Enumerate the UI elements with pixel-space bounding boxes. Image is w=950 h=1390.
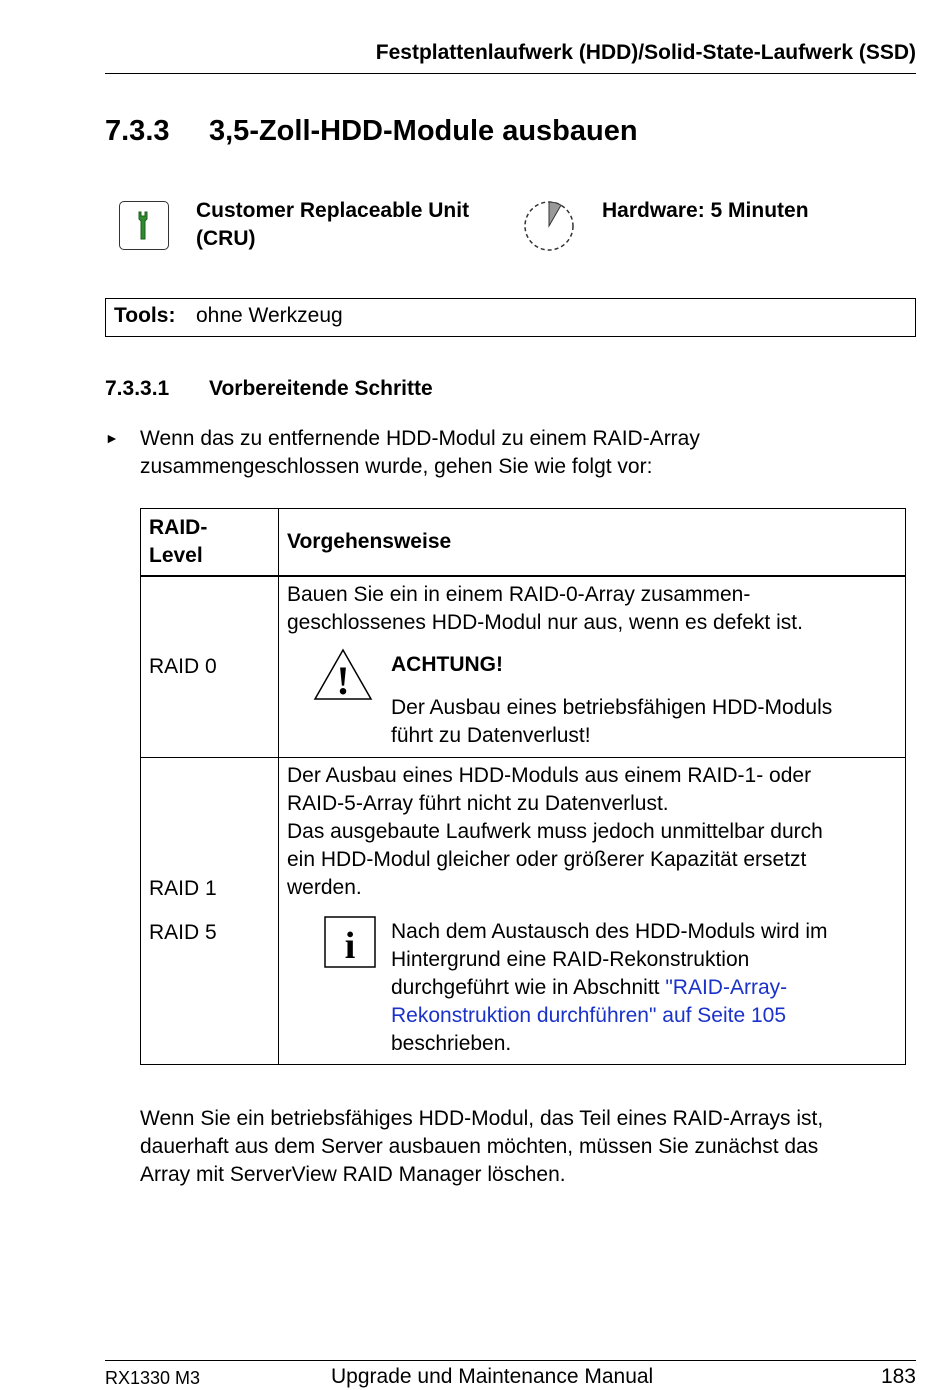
raid1-5-procedure-cell: Der Ausbau eines HDD-Moduls aus einem RAID-1- oder RAID-5-Array führt nicht zu Datenverlust. Das ausgebaute Laufwerk muss jedoch unmittelbar durch ein HDD-Modul gleicher oder größerer Kapazität ersetzt werden. i Nach dem Austausch des HDD-Moduls wird im Hintergrund eine RAID-Rekonstruktion durchgeführt wie in Abschnitt "RAID-Array- Rekonstruktion durchführen" auf Seite 105 beschrieben. xyxy=(279,758,906,1065)
warning-triangle-icon xyxy=(287,651,391,750)
footer-rule xyxy=(105,1360,916,1361)
footer-manual-title: Upgrade und Maintenance Manual xyxy=(331,1365,654,1388)
raid0-level-cell: RAID 0 xyxy=(141,576,279,758)
info-icon xyxy=(287,918,391,1058)
hardware-time-label: Hardware: 5 Minuten xyxy=(602,199,809,222)
subsection-number: 7.3.3.1 xyxy=(105,377,170,400)
table-header-row xyxy=(141,509,906,577)
section-title-text: 3,5-Zoll-HDD-Module ausbauen xyxy=(209,115,638,147)
subsection-title-text: Vorbereitende Schritte xyxy=(209,377,433,400)
tools-label: Tools: xyxy=(114,304,176,327)
info-note: i Nach dem Austausch des HDD-Moduls wird im Hintergrund eine RAID-Rekonstruktion durchgeführt wie in Abschnitt "RAID-Array- Rekonstruktion durchführen" auf Seite 105 beschrieben. xyxy=(287,918,897,1058)
cru-wrench-icon xyxy=(119,201,169,250)
section-title xyxy=(105,115,638,148)
warning-note: ! ACHTUNG! Der Ausbau eines betriebsfähigen HDD-Moduls führt zu Datenverlust! xyxy=(287,651,897,750)
table-row xyxy=(141,576,906,758)
bullet-text: Wenn das zu entfernende HDD-Modul zu einem RAID-Array zusammengeschlossen wurde, gehen Sie wie folgt vor: xyxy=(140,427,700,478)
svg-text:!: ! xyxy=(336,658,350,703)
body-paragraph: Wenn Sie ein betriebsfähiges HDD-Modul, das Teil eines RAID-Arrays ist, dauerhaft aus dem Server ausbauen möchten, müssen Sie zunächst das Array mit ServerView RAID Manager löschen. xyxy=(140,1107,824,1186)
header-procedure: Vorgehensweise xyxy=(279,509,906,577)
clock-icon xyxy=(522,199,576,253)
page-number: 183 xyxy=(880,1365,916,1388)
raid0-procedure-cell: Bauen Sie ein in einem RAID-0-Array zusammen- geschlossenes HDD-Modul nur aus, wenn es defekt ist. ! ACHTUNG! Der Ausbau eines betriebsfähigen HDD-Moduls führt zu Datenverlust! xyxy=(279,576,906,758)
header-rule xyxy=(105,73,916,74)
footer-model: RX1330 M3 xyxy=(105,1368,201,1388)
table-row xyxy=(141,758,906,1065)
svg-text:i: i xyxy=(344,925,356,967)
warning-title: ACHTUNG! xyxy=(391,653,503,676)
cross-reference-link[interactable]: "RAID-Array- xyxy=(665,976,788,999)
cross-reference-link-cont[interactable]: Rekonstruktion durchführen" auf Seite 105 xyxy=(391,1004,787,1027)
cru-label: Customer Replaceable Unit (CRU) xyxy=(196,199,470,250)
bullet-arrow-icon: ► xyxy=(105,430,119,446)
header-raid-level: RAID- Level xyxy=(141,509,279,577)
tools-value: ohne Werkzeug xyxy=(196,304,343,327)
running-header: Festplattenlaufwerk (HDD)/Solid-State-Laufwerk (SSD) xyxy=(375,41,916,64)
tools-box xyxy=(105,298,916,337)
raid-table xyxy=(140,508,906,1065)
section-number: 7.3.3 xyxy=(105,115,170,147)
subsection-title xyxy=(105,377,433,401)
raid1-5-level-cell: RAID 1 RAID 5 xyxy=(141,758,279,1065)
